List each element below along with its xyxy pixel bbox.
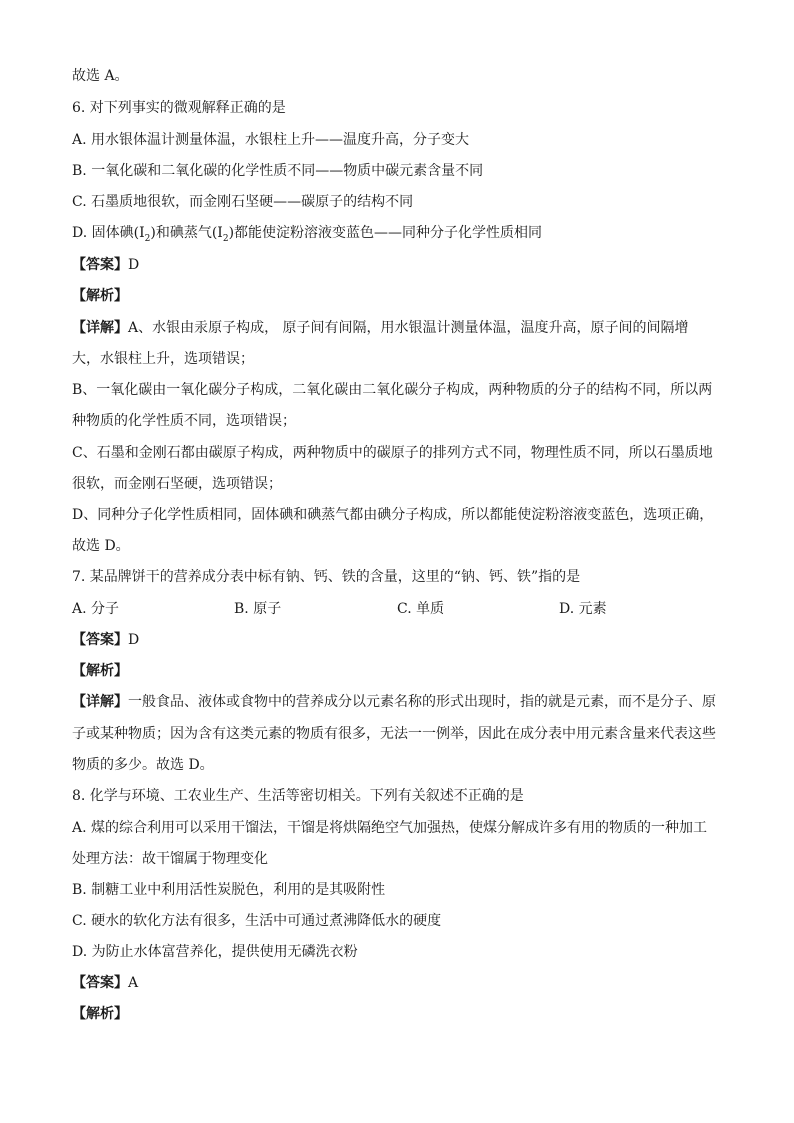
- question-8-stem: 8. 化学与环境、工农业生产、生活等密切相关。下列有关叙述不正确的是: [72, 788, 524, 804]
- question-7-option-c: C. 单质: [397, 601, 445, 617]
- question-8-option-b: B. 制糖工业中利用活性炭脱色，利用的是其吸附性: [72, 882, 386, 898]
- question-8-answer: 【答案】A: [72, 975, 139, 991]
- question-6-analysis-heading: 【解析】: [72, 288, 128, 304]
- question-6-answer: 【答案】D: [72, 257, 140, 273]
- question-8-option-a-line-2: 处理方法：故干馏属于物理变化: [72, 851, 268, 867]
- question-6-option-a: A. 用水银体温计测量体温，水银柱上升——温度升高，分子变大: [72, 132, 470, 148]
- question-7-option-d: D. 元素: [559, 601, 607, 617]
- question-7-explanation-line-1: 【详解】一般食品、液体或食物中的营养成分以元素名称的形式出现时，指的就是元素，而不是分子、原: [72, 694, 716, 710]
- question-6-explanation-line-3: B、一氧化碳由一氧化碳分子构成，二氧化碳由二氧化碳分子构成，两种物质的分子的结构不同，所以两: [72, 382, 713, 398]
- question-7-options: [72, 599, 722, 619]
- question-6-option-c: C. 石墨质地很软，而金刚石坚硬——碳原子的结构不同: [72, 194, 414, 210]
- conclusion-line: 故选 A。: [72, 68, 129, 84]
- question-7-option-a: A. 分子: [72, 601, 120, 617]
- question-8-option-d: D. 为防止水体富营养化，提供使用无磷洗衣粉: [72, 944, 358, 960]
- question-6-explanation-line-1: 【详解】A、水银由汞原子构成， 原子间有间隔，用水银温计测量体温，温度升高，原子间的间隔增: [72, 320, 689, 336]
- question-8-option-c: C. 硬水的软化方法有很多，生活中可通过煮沸降低水的硬度: [72, 913, 442, 929]
- question-7-explanation-line-3: 物质的多少。故选 D。: [72, 757, 214, 773]
- question-7-option-b: B. 原子: [234, 601, 282, 617]
- question-8-analysis-heading: 【解析】: [72, 1006, 128, 1022]
- question-6-explanation-line-4: 种物质的化学性质不同，选项错误；: [72, 413, 296, 429]
- question-6-explanation-line-2: 大，水银柱上升，选项错误；: [72, 351, 254, 367]
- question-6-explanation-line-6: 很软，而金刚石坚硬，选项错误；: [72, 476, 282, 492]
- question-6-explanation-line-5: C、石墨和金刚石都由碳原子构成，两种物质中的碳原子的排列方式不同，物理性质不同，所以石墨质地: [72, 445, 713, 461]
- question-6-option-d: D. 固体碘$(I_2)$和碘蒸气$(I_2)$都能使淀粉溶液变蓝色——同种分子化学性质相同: [72, 225, 543, 244]
- question-7-explanation-line-2: 子或某种物质；因为含有这类元素的物质有很多，无法一一例举，因此在成分表中用元素含量来代表这些: [72, 726, 716, 742]
- question-6-option-b: B. 一氧化碳和二氧化碳的化学性质不同——物质中碳元素含量不同: [72, 163, 484, 179]
- question-7-answer: 【答案】D: [72, 632, 140, 648]
- question-8-option-a-line-1: A. 煤的综合利用可以采用干馏法，干馏是将烘隔绝空气加强热，使煤分解成许多有用的物质的一种加工: [72, 820, 708, 836]
- question-6-stem: 6. 对下列事实的微观解释正确的是: [72, 100, 286, 116]
- question-6-explanation-line-8: 故选 D。: [72, 538, 130, 554]
- question-7-stem: 7. 某品牌饼干的营养成分表中标有钠、钙、铁的含量，这里的“钠、钙、铁”指的是: [72, 569, 581, 585]
- question-6-explanation-line-7: D、同种分子化学性质相同，固体碘和碘蒸气都由碘分子构成，所以都能使淀粉溶液变蓝色，选项正确，: [72, 507, 714, 523]
- question-7-analysis-heading: 【解析】: [72, 663, 128, 679]
